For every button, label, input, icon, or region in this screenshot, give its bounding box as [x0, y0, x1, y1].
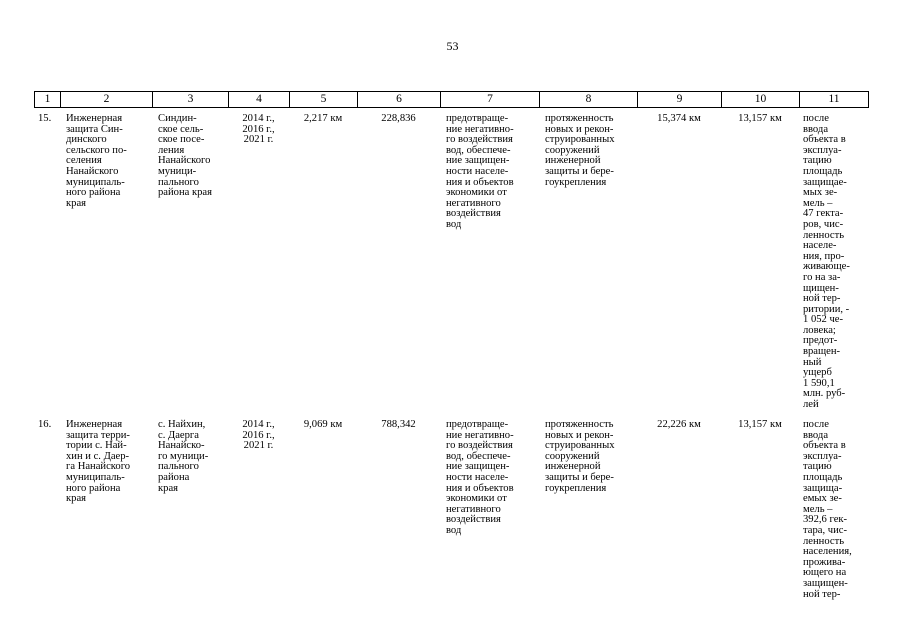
- column-header: 1: [35, 92, 61, 108]
- years: 2014 г., 2016 г., 2021 г.: [242, 113, 275, 146]
- column-header: 4: [229, 92, 290, 108]
- goal: предотвраще- ние негативно- го воздействия вод, обеспече- ние защищен- ности населе- ния и объектов экономики от негативного воздействия вод: [446, 113, 514, 230]
- length: 2,217 км: [303, 113, 343, 124]
- column-header: 8: [540, 92, 638, 108]
- object-location: с. Найхин, с. Даерга Нанайско- го муници- пального района края: [158, 419, 209, 494]
- column-header: 6: [358, 92, 441, 108]
- cost: 228,836: [381, 113, 416, 124]
- effect: после ввода объекта в эксплуа- тацию площадь защищае- мых зе- мель – 47 гекта- ров, чис- ленность населе- ния, про- живающе- го на за- щищен- ной тер- ритории, - 1 052 че- ловека; предот- вращен- ный ущерб 1 590,1 млн. руб- лей: [803, 113, 850, 411]
- object-name: Инженерная защита терри- тории с. Най- хин и с. Даер- га Нанайского муниципаль- ного района края: [66, 419, 131, 505]
- row-number: 15.: [38, 113, 52, 124]
- table-row: [34, 420, 868, 600]
- value-a: 22,226 км: [657, 419, 701, 430]
- column-header: 7: [441, 92, 540, 108]
- page-number: 53: [446, 39, 459, 53]
- value-b: 13,157 км: [738, 113, 782, 124]
- indicator: протяженность новых и рекон- струированных сооружений инженерной защиты и бере- гоукрепления: [545, 113, 615, 188]
- goal: предотвраще- ние негативно- го воздействия вод, обеспече- ние защищен- ности населе- ния и объектов экономики от негативного воздействия вод: [446, 419, 514, 536]
- column-header: 3: [153, 92, 229, 108]
- row-number: 16.: [38, 419, 52, 430]
- value-a: 15,374 км: [657, 113, 701, 124]
- column-header: 2: [61, 92, 153, 108]
- column-header: 9: [638, 92, 722, 108]
- cost: 788,342: [381, 419, 416, 430]
- column-header: 5: [290, 92, 358, 108]
- object-name: Инженерная защита Син- динского сельского по- селения Нанайского муниципаль- ного района края: [66, 113, 127, 209]
- column-header: 11: [800, 92, 869, 108]
- object-location: Синдин- ское сель- ское посе- ления Нанайского муници- пального района края: [158, 113, 213, 199]
- data-table: [34, 114, 868, 600]
- column-header: 10: [722, 92, 800, 108]
- column-number-header: [34, 91, 869, 108]
- effect: после ввода объекта в эксплуа- тацию площадь защища- емых зе- мель – 392,6 гек- тара, чис- ленность населения, проживa- ющего на защищен- ной тер-: [803, 419, 852, 600]
- indicator: протяженность новых и рекон- струированных сооружений инженерной защиты и бере- гоукрепления: [545, 419, 615, 494]
- table-row: [34, 114, 868, 420]
- length: 9,069 км: [303, 419, 343, 430]
- value-b: 13,157 км: [738, 419, 782, 430]
- years: 2014 г., 2016 г., 2021 г.: [242, 419, 275, 452]
